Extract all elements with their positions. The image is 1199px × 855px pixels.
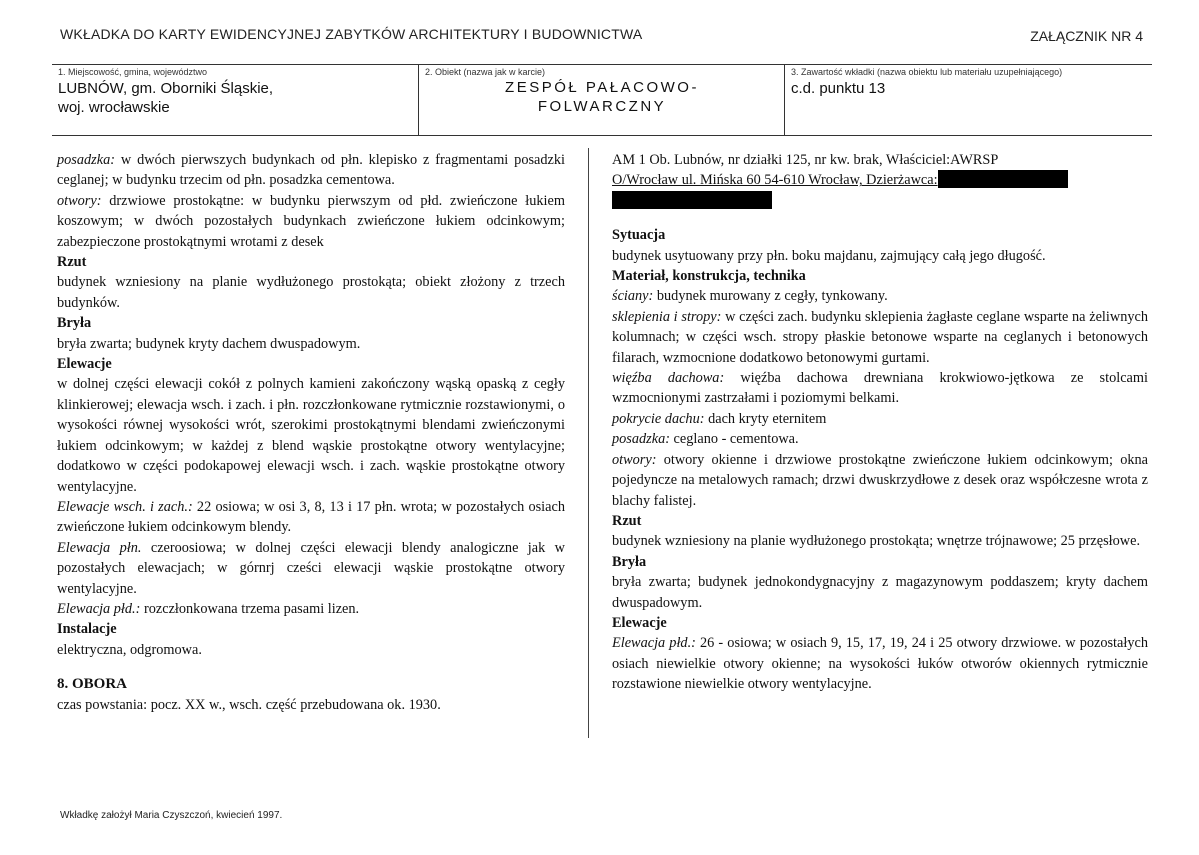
object-field xyxy=(418,65,785,135)
elewacje-text: w dolnej części elewacji cokół z polnych kamieni zakończony wąską opaską z cegły klinkierowej; elewacja wsch. i zach. i płn. rozczłonkowane rytmicznie rozstawionymi, o wysokości równej wysokości wrót, szerokimi prostokątnymi blendami zwieńczonymi łukiem odcinkowym; w każdej z blend wąskie prostokątne otwory wentylacyjne; dodatkowo w części podokapowej elewacji wsch. i zach. wąskie prostokątne otwory wentylacyjne. xyxy=(57,376,565,495)
object-line-1: ZESPÓŁ PAŁACOWO- xyxy=(505,79,699,96)
location-label: 1. Miejscowość, gmina, województwo xyxy=(58,67,208,77)
rzut-heading: Rzut xyxy=(612,512,642,529)
elewacja-pld-paragraph xyxy=(57,599,565,619)
bryla-heading: Bryła xyxy=(612,553,647,570)
material-heading: Materiał, konstrukcja, technika xyxy=(612,268,806,285)
otwory-text: drzwiowe prostokątne: w budynku pierwszym od płd. zwieńczone łukiem koszowym; w dwóch pozostałych budynkach zwieńczone łukiem odcinkowym; zabezpieczone prostokątnymi wrotami z desek xyxy=(57,192,565,250)
otwory-label: otwory: xyxy=(612,451,657,468)
form-title: WKŁADKA DO KARTY EWIDENCYJNEJ ZABYTKÓW ARCHITEKTURY I BUDOWNICTWA xyxy=(60,26,643,42)
sciany-text: budynek murowany z cegły, tynkowany. xyxy=(653,288,888,305)
elewacje-wz-label: Elewacje wsch. i zach.: xyxy=(57,498,193,515)
elewacja-pld-paragraph xyxy=(612,633,1148,694)
owner-line-2 xyxy=(612,170,1148,190)
instalacje-text: elektryczna, odgromowa. xyxy=(57,641,202,658)
object-line-2: FOLWARCZNY xyxy=(537,98,667,115)
redaction-block xyxy=(938,170,1068,188)
posadzka-text: ceglano - cementowa. xyxy=(669,431,799,448)
pokrycie-text: dach kryty eternitem xyxy=(704,410,827,427)
elewacja-pln-paragraph xyxy=(57,538,565,599)
elewacja-pln-label: Elewacja płn. xyxy=(57,539,142,556)
content-field xyxy=(784,65,1153,135)
rzut-heading: Rzut xyxy=(57,254,87,271)
sytuacja-text: budynek usytuowany przy płn. boku majdanu, zajmujący całą jego długość. xyxy=(612,247,1046,264)
elewacje-heading: Elewacje xyxy=(612,614,667,631)
location-line-2: woj. wrocławskie xyxy=(58,99,170,116)
elewacja-pld-text: rozczłonkowana trzema pasami lizen. xyxy=(140,600,360,617)
sciany-label: ściany: xyxy=(612,288,654,305)
object-value xyxy=(419,78,785,116)
location-field xyxy=(52,65,418,135)
posadzka-paragraph xyxy=(612,429,1148,449)
wiezba-label: więźba dachowa: xyxy=(612,370,725,387)
content-value: c.d. punktu 13 xyxy=(791,80,886,97)
otwory-text: otwory okienne i drzwiowe prostokątne zwieńczone łukiem odcinkowym; okna pojedyncze na metalowych ramach; drzwi dwuskrzydłowe z desek oraz współczesne wrota z blachy falistej. xyxy=(612,451,1148,509)
rzut-text: budynek wzniesiony na planie wydłużonego prostokąta; wnętrze trójnawowe; 25 przęsłowe. xyxy=(612,533,1141,550)
elewacja-pln-text: czeroosiowa; w dolnej części elewacji blendy analogiczne jak w pozostałych elewacjach; w górnrj cześci elewacji wąskie prostokątne otwory wentylacyjne. xyxy=(57,539,565,597)
column-divider xyxy=(588,148,589,738)
otwory-paragraph xyxy=(612,450,1148,511)
owner-line-2-text: O/Wrocław ul. Mińska 60 54-610 Wrocław, Dzierżawca: xyxy=(612,172,938,189)
right-column xyxy=(612,150,1148,695)
wiezba-paragraph xyxy=(612,368,1148,409)
elewacje-wz-text: 22 osiowa; w osi 3, 8, 13 i 17 płn. wrota; w pozostałych osiach zwieńczone łukiem odcinkowym blendy. xyxy=(57,498,565,536)
sklepienia-text: w części zach. budynku sklepienia żagłaste ceglane wsparte na żeliwnych kolumnach; w części wsch. stropy płaskie betonowe wsparte na ceglanych i betonowych filarach, wzmocnione dodatkowo betonowymi gurtami. xyxy=(612,308,1148,366)
posadzka-paragraph xyxy=(57,150,565,191)
sklepienia-label: sklepienia i stropy: xyxy=(612,308,722,325)
sciany-paragraph xyxy=(612,286,1148,306)
elewacja-pld-label: Elewacja płd.: xyxy=(612,635,696,652)
sytuacja-heading: Sytuacja xyxy=(612,227,666,244)
posadzka-text: w dwóch pierwszych budynkach od płn. klepisko z fragmentami posadzki ceglanej; w budynku trzecim od płn. posadzka cementowa. xyxy=(57,152,565,189)
otwory-paragraph xyxy=(57,191,565,252)
left-column xyxy=(57,150,565,715)
redacted-line xyxy=(612,191,1148,211)
section-gap xyxy=(612,211,1148,225)
elewacje-heading: Elewacje xyxy=(57,356,112,373)
location-value xyxy=(58,79,273,117)
bryla-text: bryła zwarta; budynek kryty dachem dwuspadowym. xyxy=(57,335,361,352)
obora-text: czas powstania: pocz. XX w., wsch. część przebudowana ok. 1930. xyxy=(57,696,441,713)
location-line-1: LUBNÓW, gm. Oborniki Śląskie, xyxy=(58,80,274,97)
posadzka-label: posadzka: xyxy=(57,152,115,168)
owner-line-1: AM 1 Ob. Lubnów, nr działki 125, nr kw. brak, Właściciel:AWRSP xyxy=(612,152,999,168)
redaction-block xyxy=(612,191,772,209)
wiezba-text: więźba dachowa drewniana krokwiowo-jętkowa ze stolcami wzmocnionymi zastrzałami i poziomymi belkami. xyxy=(612,370,1148,407)
otwory-label: otwory: xyxy=(57,192,102,209)
pokrycie-paragraph xyxy=(612,409,1148,429)
instalacje-heading: Instalacje xyxy=(57,621,117,638)
sklepienia-paragraph xyxy=(612,307,1148,368)
bryla-text: bryła zwarta; budynek jednokondygnacyjny z magazynowym poddaszem; kryty dachem dwuspadowym. xyxy=(612,574,1148,611)
header-fields xyxy=(52,64,1152,136)
footer-author: Wkładkę założył Maria Czyszczoń, kwiecień 1997. xyxy=(60,810,283,821)
annex-number: ZAŁĄCZNIK NR 4 xyxy=(1030,28,1143,44)
rzut-text: budynek wzniesiony na planie wydłużonego prostokąta; obiekt złożony z trzech budynków. xyxy=(57,274,565,311)
obora-heading: 8. OBORA xyxy=(57,676,128,693)
content-label: 3. Zawartość wkładki (nazwa obiektu lub materiału uzupełniającego) xyxy=(791,67,1063,77)
elewacje-wz-paragraph xyxy=(57,497,565,538)
object-label: 2. Obiekt (nazwa jak w karcie) xyxy=(425,67,546,77)
elewacja-pld-label: Elewacja płd.: xyxy=(57,600,141,617)
posadzka-label: posadzka: xyxy=(612,431,670,448)
section-gap xyxy=(57,660,565,674)
bryla-heading: Bryła xyxy=(57,315,92,332)
pokrycie-label: pokrycie dachu: xyxy=(612,410,705,427)
elewacja-pld-text: 26 - osiowa; w osiach 9, 15, 17, 19, 24 i 25 otwory drzwiowe. w pozostałych osiach niewielkie otwory okienne; na wysokości łuków otworów okiennych rytmicznie rozstawione niewielkie otwory wentylacyjne. xyxy=(612,635,1148,693)
